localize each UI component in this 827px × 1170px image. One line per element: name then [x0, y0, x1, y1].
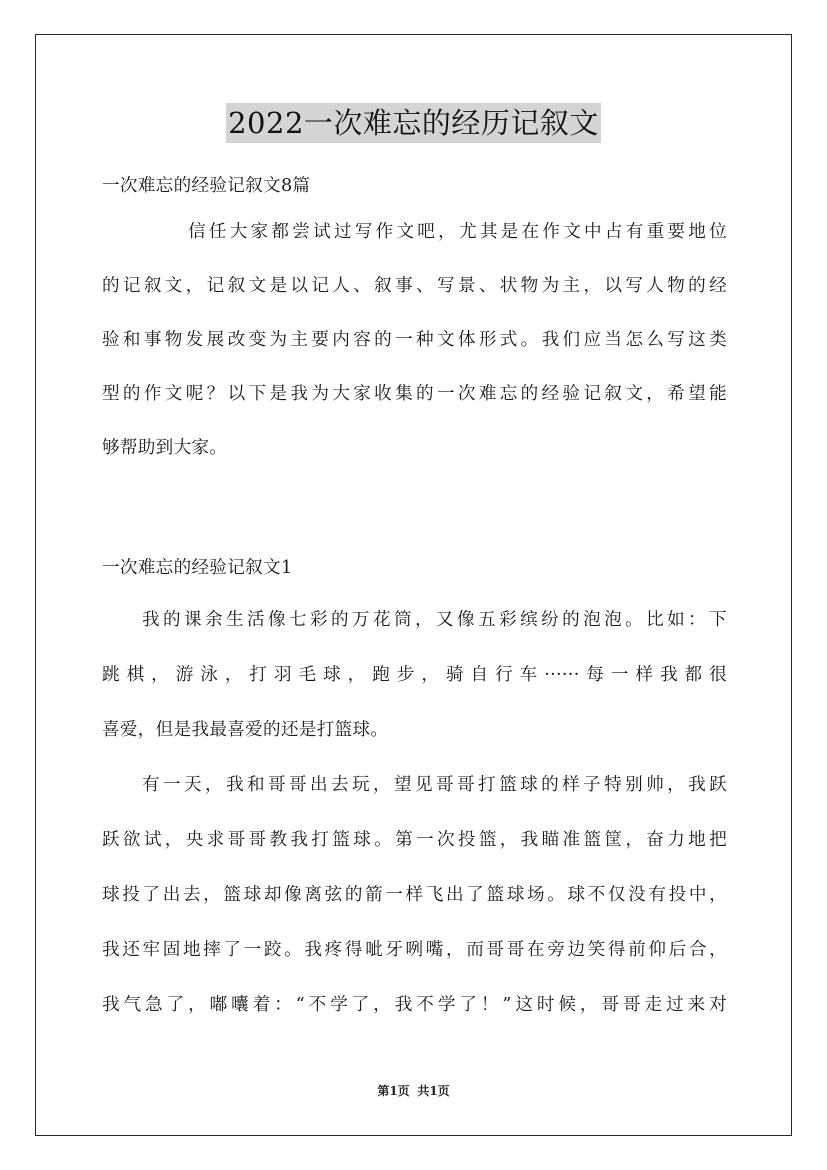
paragraph-line: 球投了出去，篮球却像离弦的箭一样飞出了篮球场。球不仅没有投中， — [102, 885, 727, 905]
paragraph-line: 我气急了，嘟囔着：“不学了，我不学了！”这时候，哥哥走过来对 — [102, 995, 727, 1015]
paragraph-2 — [102, 771, 727, 1019]
paragraph-line: 的记叙文，记叙文是以记人、叙事、写景、状物为主，以写人物的经 — [102, 276, 727, 296]
section-heading: 一次难忘的经验记叙文1 — [102, 558, 293, 578]
page-footer — [0, 1083, 827, 1099]
subtitle: 一次难忘的经验记叙文8篇 — [102, 176, 311, 196]
paragraph-line: 跃欲试，央求哥哥教我打篮球。第一次投篮，我瞄准篮筐，奋力地把 — [102, 830, 727, 850]
paragraph-1 — [102, 606, 727, 744]
page-total: 共1页 — [417, 1084, 450, 1098]
paragraph-line: 信任大家都尝试过写作文吧，尤其是在作文中占有重要地位 — [188, 222, 727, 242]
paragraph-line: 验和事物发展改变为主要内容的一种文体形式。我们应当怎么写这类 — [102, 330, 727, 350]
paragraph-line: 喜爱，但是我最喜爱的还是打篮球。 — [102, 720, 389, 740]
title-container — [0, 103, 827, 143]
page-number: 第1页 — [377, 1084, 410, 1098]
paragraph-line: 跳棋，游泳，打羽毛球，跑步，骑自行车······每一样我都很 — [102, 665, 727, 685]
paragraph-line: 我还牢固地摔了一跤。我疼得呲牙咧嘴，而哥哥在旁边笑得前仰后合， — [102, 940, 727, 960]
paragraph-line: 我的课余生活像七彩的万花筒，又像五彩缤纷的泡泡。比如：下 — [142, 610, 727, 630]
document-body — [102, 172, 727, 1019]
intro-paragraph — [102, 218, 727, 462]
paragraph-line: 型的作文呢？以下是我为大家收集的一次难忘的经验记叙文，希望能 — [102, 384, 727, 404]
paragraph-line: 够帮助到大家。 — [102, 438, 228, 458]
paragraph-line: 有一天，我和哥哥出去玩，望见哥哥打篮球的样子特别帅，我跃 — [142, 775, 727, 795]
document-title: 2022一次难忘的经历记叙文 — [226, 103, 601, 143]
